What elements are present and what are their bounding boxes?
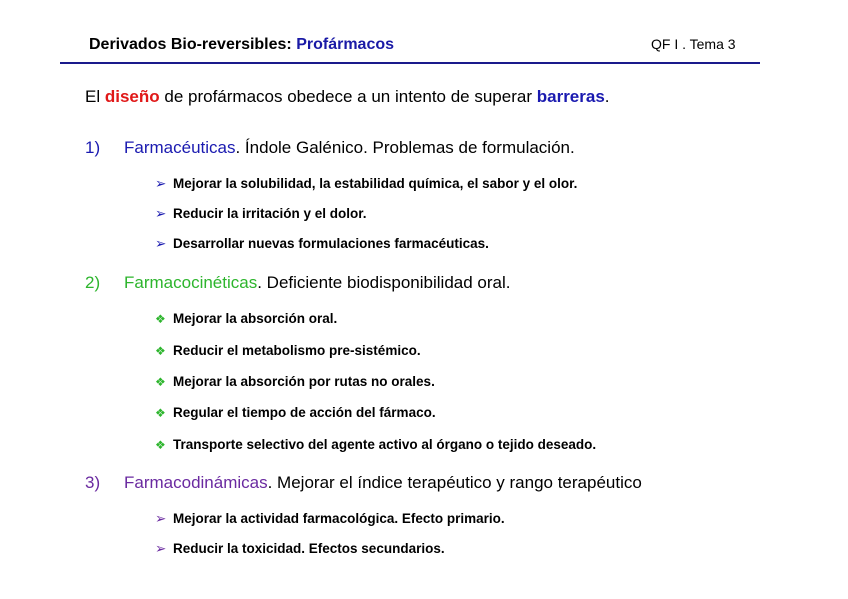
section-heading: Farmacocinéticas (124, 273, 258, 292)
slide-title (89, 36, 394, 54)
title-plain: Derivados Bio-reversibles: (89, 36, 297, 53)
header-divider (60, 62, 760, 64)
list-item-text: Mejorar la actividad farmacológica. Efecto primario. (173, 511, 505, 526)
arrow-bullet-icon: ➢ (155, 176, 167, 191)
list-item-text: Regular el tiempo de acción del fármaco. (173, 405, 436, 420)
list-item (155, 541, 445, 557)
section-number: 2) (85, 273, 101, 292)
list-item (155, 236, 489, 252)
course-label: QF I . Tema 3 (651, 36, 736, 52)
section-description: . Deficiente biodisponibilidad oral. (257, 273, 511, 292)
section-heading: Farmacéuticas (124, 138, 236, 157)
list-item (155, 374, 435, 389)
section-number: 1) (85, 138, 101, 157)
list-item-text: Desarrollar nuevas formulaciones farmacéuticas. (173, 236, 489, 251)
diamond-bullet-icon: ❖ (155, 344, 166, 358)
list-item-text: Transporte selectivo del agente activo al órgano o tejido deseado. (173, 437, 597, 452)
section-pharmacodynamic (85, 473, 642, 493)
list-item (155, 206, 367, 222)
list-item (155, 511, 505, 527)
intro-keyword-design: diseño (104, 87, 160, 106)
section-number: 3) (85, 473, 101, 492)
list-item-text: Reducir la irritación y el dolor. (173, 206, 367, 221)
arrow-bullet-icon: ➢ (155, 511, 167, 526)
list-item (155, 437, 596, 452)
intro-text-1: El (85, 87, 105, 106)
section-description: . Mejorar el índice terapéutico y rango terapéutico (267, 473, 642, 492)
list-item (155, 311, 337, 326)
list-item-text: Reducir el metabolismo pre-sistémico. (173, 343, 421, 358)
list-item (155, 176, 577, 192)
intro-text-3: . (604, 87, 610, 106)
intro-sentence (85, 87, 610, 107)
diamond-bullet-icon: ❖ (155, 375, 166, 389)
arrow-bullet-icon: ➢ (155, 541, 167, 556)
list-item (155, 343, 421, 358)
list-item-text: Reducir la toxicidad. Efectos secundarios. (173, 541, 445, 556)
list-item-text: Mejorar la absorción por rutas no orales. (173, 374, 435, 389)
section-description: . Índole Galénico. Problemas de formulación. (235, 138, 575, 157)
list-item-text: Mejorar la absorción oral. (173, 311, 338, 326)
arrow-bullet-icon: ➢ (155, 206, 167, 221)
intro-keyword-barriers: barreras (536, 87, 605, 106)
section-pharmacokinetic (85, 273, 510, 293)
title-highlight: Profármacos (296, 36, 395, 53)
diamond-bullet-icon: ❖ (155, 438, 166, 452)
list-item (155, 405, 436, 420)
diamond-bullet-icon: ❖ (155, 406, 166, 420)
arrow-bullet-icon: ➢ (155, 236, 167, 251)
section-heading: Farmacodinámicas (124, 473, 268, 492)
section-pharmaceutical (85, 138, 575, 158)
list-item-text: Mejorar la solubilidad, la estabilidad química, el sabor y el olor. (173, 176, 578, 191)
intro-text-2: de profármacos obedece a un intento de superar (159, 87, 537, 106)
diamond-bullet-icon: ❖ (155, 312, 166, 326)
